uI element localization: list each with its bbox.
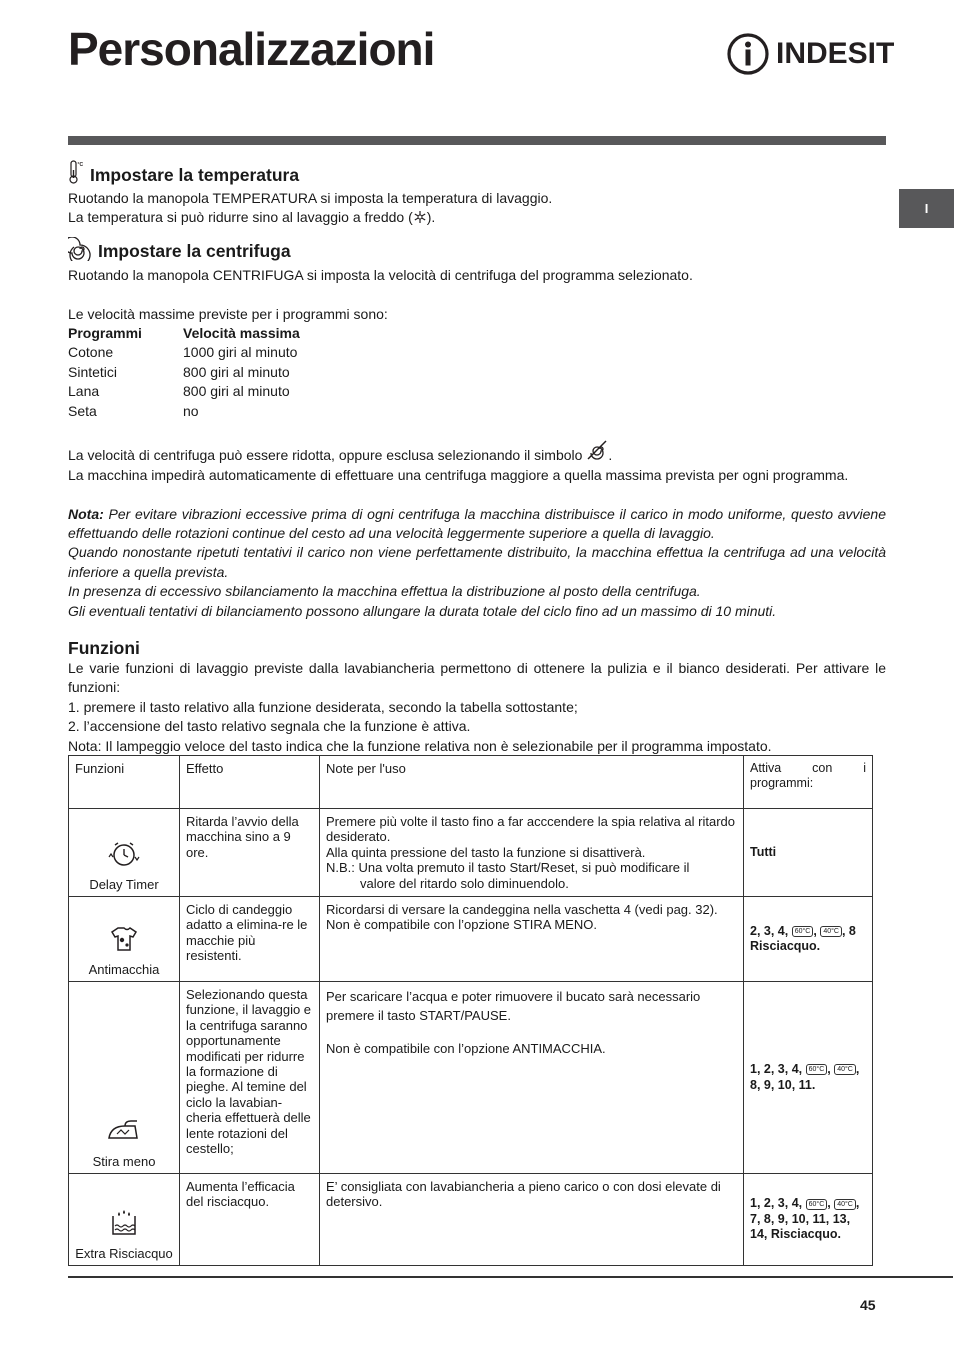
brand-logo (726, 32, 894, 76)
note-line: valore del ritardo solo diminuendolo. (360, 875, 569, 891)
extra-rinse-icon (75, 1208, 173, 1241)
program-speed: no (183, 402, 199, 419)
temperatura-line-2-end: ). (426, 209, 436, 226)
centrifuga-line-1: Ruotando la manopola CENTRIFUGA si imposta la velocità di centrifuga del programma selezionato. (68, 266, 693, 283)
temp-60-badge: 60°C (792, 926, 814, 937)
brand-name: INDESIT (776, 37, 895, 70)
function-name: Stira meno (92, 1153, 156, 1169)
note-line: Premere più volte il tasto fino a far acccendere la spia relativa al ritardo desiderato. (326, 814, 735, 845)
program-name: Seta (68, 402, 97, 419)
programs-prefix: 2, 3, 4, (750, 923, 789, 938)
no-spin-icon (586, 447, 608, 463)
programs-suffix: , 8 (841, 923, 856, 938)
functions-table (68, 755, 873, 1266)
temp-40-badge: 40°C (834, 1064, 856, 1075)
nota-3: In presenza di eccessivo sbilanciamento la macchina effettua la distribuzione al posto della centrifuga. (68, 583, 701, 600)
table-row (68, 343, 300, 362)
programs-cell: 2, 3, 4, 60°C , 40°C , 8 Risciacquo. (744, 897, 873, 982)
programs-cell: Tutti (744, 809, 873, 897)
language-tab: I (899, 189, 954, 228)
table-row (68, 402, 300, 421)
note-line: Non è compatibile con l’opzione ANTIMACCHIA. (326, 1041, 606, 1057)
table-row (68, 363, 300, 382)
svg-text:°C: °C (77, 162, 84, 168)
nota-1 (68, 505, 886, 544)
centrifuga-reduce-end: . (608, 447, 613, 464)
program-speed: 800 giri al minuto (183, 363, 290, 380)
temp-40-badge: 40°C (834, 1199, 856, 1210)
temp-60-badge: 60°C (806, 1199, 828, 1210)
function-name: Antimacchia (88, 961, 160, 977)
section-temperatura-heading (68, 160, 886, 189)
note-line: Ricordarsi di versare la candeggina nella vaschetta 4 (vedi pag. 32). (326, 902, 718, 918)
program-speed: 1000 giri al minuto (183, 344, 298, 361)
effect-cell: Aumenta l’efficacia del risciacquo. (180, 1174, 320, 1266)
note-line: E’ consigliata con lavabiancheria a pieno carico o con dosi elevate di detersivo. (326, 1179, 721, 1210)
table-row (69, 982, 873, 1174)
program-name: Cotone (68, 344, 114, 361)
programs-suffix: , (855, 1062, 860, 1077)
function-name: Delay Timer (89, 876, 159, 892)
note-line: Non è compatibile con l’opzione STIRA MENO. (326, 917, 597, 933)
note-cell (320, 897, 744, 982)
nota-2: Quando nonostante ripetuti tentativi il carico non viene perfettamente distribuito, la macchina effettua la centrifuga ad una velocità inferiore a quella prevista. (68, 544, 886, 580)
programs-line-2: Risciacquo. (750, 939, 821, 954)
nota-label: Nota: (68, 505, 104, 522)
program-speed: 800 giri al minuto (183, 383, 290, 400)
function-cell (69, 809, 180, 897)
header-note: Note per l'uso (320, 756, 744, 809)
functions-table-header (69, 756, 873, 809)
effect-cell: Selezionando questa funzione, il lavaggio e la centrifuga saranno opportunamente modificati per ridurre la formazione di pieghe. Al temine del ciclo la lavabian-cheria effettuerà delle lente rotazioni del cestello; (180, 982, 320, 1174)
temp-60-badge: 60°C (806, 1064, 828, 1075)
page-title: Personalizzazioni (68, 23, 435, 75)
thermometer-icon (68, 160, 84, 189)
centrifuga-heading-text: Impostare la centrifuga (98, 241, 291, 262)
speed-header-programmi: Programmi (68, 325, 142, 342)
programs-suffix: , (855, 1196, 860, 1211)
function-name: Extra Risciacquo (75, 1245, 173, 1261)
table-row (69, 809, 873, 897)
function-cell (69, 897, 180, 982)
note-cell (320, 1174, 744, 1266)
programs-line-2: 8, 9, 10, 11. (750, 1077, 816, 1092)
temp-40-badge: 40°C (820, 926, 842, 937)
note-line: Per scaricare l’acqua e poter rimuovere il bucato sarà necessario premere il tasto START/PAUSE. (326, 989, 701, 1024)
header-attiva: Attiva con i programmi: (744, 756, 873, 809)
speed-table-header (68, 324, 300, 343)
note-cell (320, 809, 744, 897)
temperatura-line-2 (68, 208, 886, 227)
table-row (69, 897, 873, 982)
funzioni-step-1: 1. premere il tasto relativo alla funzione desiderata, secondo la tabella sottostante; (68, 698, 578, 715)
temperatura-line-1: Ruotando la manopola TEMPERATURA si imposta la temperatura di lavaggio. (68, 190, 553, 206)
effect-cell: Ciclo di candeggio adatto a elimina-re le macchie più resistenti. (180, 897, 320, 982)
iron-icon (75, 1116, 173, 1149)
main-content (68, 160, 886, 756)
table-row (69, 1174, 873, 1266)
note-line: N.B.: Una volta premuto il tasto Start/Reset, si può modificare il (326, 860, 690, 876)
section-centrifuga-heading (68, 237, 886, 266)
table-row (68, 382, 300, 401)
header-funzioni: Funzioni (69, 756, 180, 809)
note-cell (320, 982, 744, 1174)
delay-timer-icon (75, 839, 173, 872)
programs-cell: 1, 2, 3, 4, 60°C , 40°C , 8, 9, 10, 11. (744, 982, 873, 1174)
footer-divider (68, 1276, 953, 1278)
programs-prefix: 1, 2, 3, 4, (750, 1196, 803, 1211)
centrifuga-intro: Le velocità massime previste per i programmi sono: (68, 305, 388, 322)
note-line: Alla quinta pressione del tasto la funzione si disattiverà. (326, 844, 646, 860)
funzioni-step-2: 2. l’accensione del tasto relativo segnala che la funzione è attiva. (68, 718, 471, 735)
speed-table (68, 324, 300, 421)
nota-4: Gli eventuali tentativi di bilanciamento possono allungare la durata totale del ciclo fino ad un massimo di 10 minuti. (68, 602, 777, 619)
programs-prefix: 1, 2, 3, 4, (750, 1062, 803, 1077)
funzioni-nota: Nota: Il lampeggio veloce del tasto indica che la funzione relativa non è selezionabile per il programma impostato. (68, 737, 772, 754)
programs-cell: 1, 2, 3, 4, 60°C , 40°C , 7, 8, 9, 10, 11, 13, 14, Risciacquo. (744, 1174, 873, 1266)
function-cell (69, 1174, 180, 1266)
nota-1-text: Per evitare vibrazioni eccessive prima di ogni centrifuga la macchina distribuisce il carico in modo uniforme, questo avviene effettuando delle rotazioni continue del cesto ad una velocità leggermente superiore a quella di lavaggio. (68, 505, 887, 542)
header-effetto: Effetto (180, 756, 320, 809)
program-name: Lana (68, 383, 100, 400)
temperatura-line-2-text: La temperatura si può ridurre sino al lavaggio a freddo ( (68, 209, 413, 226)
centrifuga-auto-limit: La macchina impedirà automaticamente di effettuare una centrifuga maggiore a quella massima prevista per ogni programma. (68, 466, 849, 483)
centrifuga-reduce-text: La velocità di centrifuga può essere ridotta, oppure esclusa selezionando il simbolo (68, 447, 583, 464)
speed-header-velocita: Velocità massima (183, 325, 300, 342)
snowflake-icon (413, 209, 427, 225)
stained-shirt-icon (75, 924, 173, 957)
page-number: 45 (860, 1297, 876, 1313)
programs-line-2: 7, 8, 9, 10, 11, 13, 14, Risciacquo. (750, 1211, 851, 1242)
header-divider (68, 136, 886, 145)
section-funzioni-heading: Funzioni (68, 638, 140, 659)
centrifuga-reduce (68, 440, 886, 465)
funzioni-intro: Le varie funzioni di lavaggio previste dalla lavabiancheria permettono di ottenere la pulizia e il bianco desiderati. Per attivare le funzioni: (68, 660, 886, 696)
program-name: Sintetici (68, 363, 118, 380)
spin-spiral-icon (68, 237, 92, 266)
indesit-i-icon (726, 32, 770, 76)
function-cell (69, 982, 180, 1174)
temperatura-heading-text: Impostare la temperatura (90, 164, 300, 185)
effect-cell: Ritarda l’avvio della macchina sino a 9 ore. (180, 809, 320, 897)
